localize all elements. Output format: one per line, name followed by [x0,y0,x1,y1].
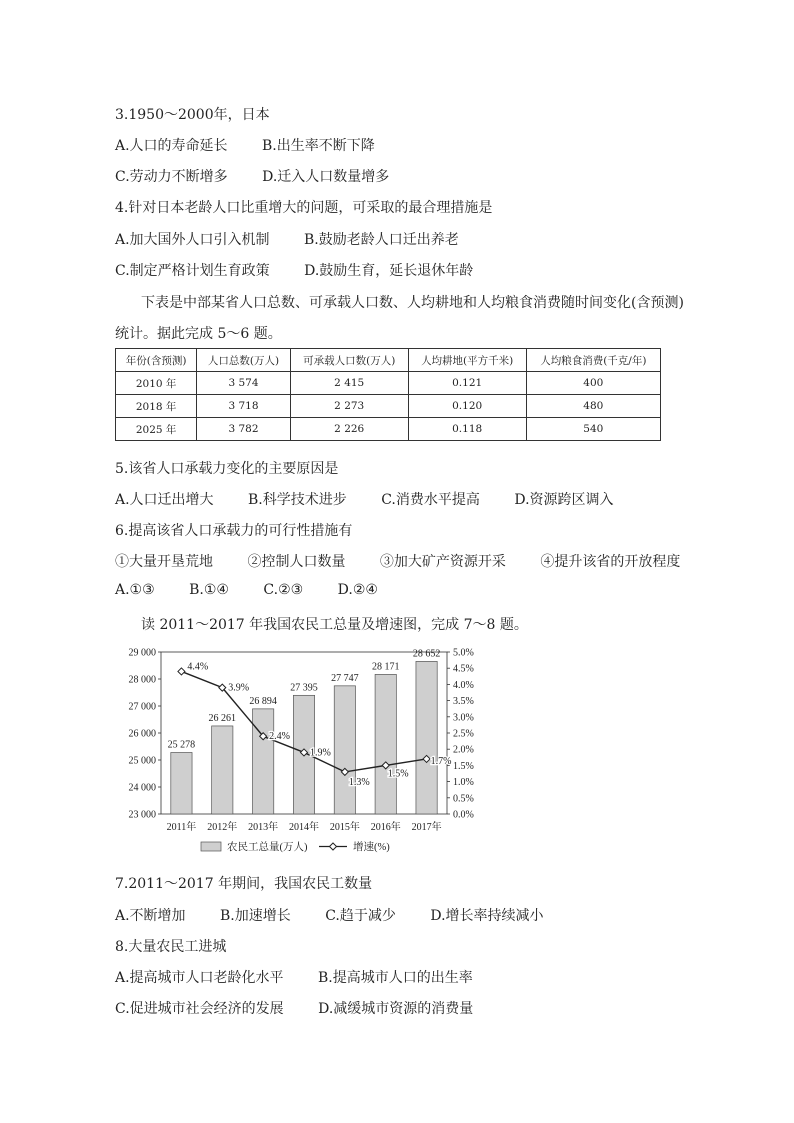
q7-option-b: B.加速增长 [220,908,291,924]
q4-option-a: A.加大国外人口引入机制 [115,232,270,248]
table-row [116,372,661,395]
q6-item-1: ①大量开垦荒地 [115,554,213,570]
x-tick-label: 2012年 [207,822,238,833]
growth-value-label: 4.4% [187,661,209,673]
q8-options [115,967,503,987]
table-cell: 480 [526,395,660,418]
q8-option-b: B.提高城市人口的出生率 [318,970,473,986]
q7-option-c: C.趋于减少 [325,908,396,924]
bar [375,674,396,814]
legend-line-marker [330,843,337,850]
q6-option-d: D.②④ [337,582,378,598]
q4-options-2 [115,260,503,280]
q5-option-a: A.人口迁出增大 [115,492,214,508]
q8-option-d: D.减缓城市资源的消费量 [318,1001,474,1017]
left-tick-label: 28 000 [128,674,156,686]
q6-item-2: ②控制人口数量 [247,554,346,570]
x-tick-label: 2013年 [248,822,279,833]
x-tick-label: 2016年 [370,822,401,833]
q6-items [115,551,710,571]
intro-5-6-line2: 统计。据此完成 5～6 题。 [115,326,282,342]
left-tick-label: 29 000 [128,647,156,659]
table-cell: 0.121 [408,372,526,395]
left-tick-label: 25 000 [128,755,156,767]
right-tick-label: 0.0% [453,809,474,821]
legend-line-label: 增速(%) [353,842,390,853]
left-tick-label: 27 000 [128,701,156,713]
growth-value-label: 1.9% [310,747,331,759]
q7-option-d: D.增长率持续减小 [430,908,544,924]
right-tick-label: 0.5% [453,793,474,805]
x-tick-label: 2014年 [289,822,319,833]
table-cell: 0.120 [408,395,526,418]
table-cell: 2 226 [290,418,408,441]
growth-value-label: 1.7% [430,755,452,767]
q7-stem: 7.2011～2017 年期间，我国农民工数量 [115,876,373,892]
q8-options-2 [115,998,503,1018]
bar-value-label: 27 747 [331,672,359,684]
bar-value-label: 25 278 [167,739,196,751]
table-cell: 2018 年 [116,395,197,418]
table-row [116,418,661,441]
q3-option-b: B.出生率不断下降 [262,138,375,154]
table-cell: 2025 年 [116,418,197,441]
table-header: 年份(含预测) [116,349,197,372]
left-tick-label: 26 000 [128,728,156,740]
table-cell: 3 718 [197,395,290,418]
right-tick-label: 4.0% [453,679,474,691]
table-header: 人均粮食消费(千克/年) [526,349,660,372]
intro-5-6-line1: 下表是中部某省人口总数、可承载人口数、人均耕地和人均粮食消费随时间变化(含预测) [141,295,684,311]
table-cell: 2010 年 [116,372,197,395]
q3-options-2 [115,166,419,186]
right-tick-label: 3.5% [453,696,474,708]
q6-option-a: A.①③ [115,582,155,598]
q4-option-b: B.鼓励老龄人口迁出养老 [304,232,459,248]
table-cell: 3 574 [197,372,290,395]
x-tick-label: 2011年 [166,822,197,833]
q6-item-4: ④提升该省的开放程度 [540,554,681,570]
growth-value-label: 1.5% [387,768,409,780]
q6-option-c: C.②③ [263,582,304,598]
q5-option-b: B.科学技术进步 [248,492,347,508]
table-header-row [116,349,661,372]
right-tick-label: 1.0% [453,777,474,789]
q8-option-c: C.促进城市社会经济的发展 [115,1001,284,1017]
left-tick-label: 23 000 [128,809,156,821]
bar-value-label: 26 261 [208,712,237,724]
bar [334,686,355,814]
table-cell: 400 [526,372,660,395]
right-tick-label: 2.5% [453,728,474,740]
growth-value-label: 1.3% [348,776,370,788]
table-header: 可承载人口数(万人) [290,349,408,372]
migrant-worker-chart [115,644,490,866]
q4-options [115,229,489,249]
x-tick-label: 2017年 [411,822,442,833]
population-table [115,348,661,441]
q5-stem: 5.该省人口承载力变化的主要原因是 [115,461,339,477]
table-cell: 2 415 [290,372,408,395]
q3-option-d: D.迁入人口数量增多 [262,169,390,185]
q3-option-a: A.人口的寿命延长 [115,138,228,154]
table-cell: 3 782 [197,418,290,441]
table-cell: 2 273 [290,395,408,418]
growth-value-label: 2.4% [269,731,290,743]
bar-value-label: 28 652 [412,648,441,660]
intro-7-8: 读 2011～2017 年我国农民工总量及增速图，完成 7～8 题。 [141,617,528,633]
left-tick-label: 24 000 [128,782,156,794]
growth-value-label: 3.9% [228,682,250,694]
table-row [116,395,661,418]
q8-option-a: A.提高城市人口老龄化水平 [115,970,284,986]
q3-options [115,135,405,155]
q5-option-d: D.资源跨区调入 [514,492,614,508]
x-tick-label: 2015年 [329,822,360,833]
legend-bar-label: 农民工总量(万人) [227,842,308,853]
table-cell: 0.118 [408,418,526,441]
table-header: 人均耕地(平方千米) [408,349,526,372]
q4-option-c: C.制定严格计划生育政策 [115,263,270,279]
bar-value-label: 26 894 [249,695,277,707]
q4-stem: 4.针对日本老龄人口比重增大的问题，可采取的最合理措施是 [115,200,493,216]
right-tick-label: 3.0% [453,712,474,724]
q8-stem: 8.大量农民工进城 [115,939,227,955]
right-tick-label: 4.5% [453,663,474,675]
growth-point [178,668,185,675]
bar [416,661,437,814]
bar [253,709,274,814]
table-header: 人口总数(万人) [197,349,290,372]
bar-value-label: 27 395 [290,682,318,694]
table-cell: 540 [526,418,660,441]
bar [171,752,192,814]
q6-stem: 6.提高该省人口承载力的可行性措施有 [115,523,353,539]
q5-options [115,489,644,509]
q6-option-b: B.①④ [189,582,229,598]
legend-bar-swatch [201,842,221,851]
right-tick-label: 5.0% [453,647,474,659]
bar [212,726,233,814]
q6-item-3: ③加大矿产资源开采 [379,554,506,570]
q6-options [115,582,408,598]
bar-value-label: 28 171 [371,661,400,673]
q3-stem: 3.1950～2000年，日本 [115,107,270,123]
q3-option-c: C.劳动力不断增多 [115,169,228,185]
right-tick-label: 2.0% [453,744,474,756]
right-tick-label: 1.5% [453,760,474,772]
q7-options [115,905,574,925]
q7-option-a: A.不断增加 [115,908,186,924]
q5-option-c: C.消费水平提高 [381,492,480,508]
q4-option-d: D.鼓励生育，延长退休年龄 [304,263,474,279]
